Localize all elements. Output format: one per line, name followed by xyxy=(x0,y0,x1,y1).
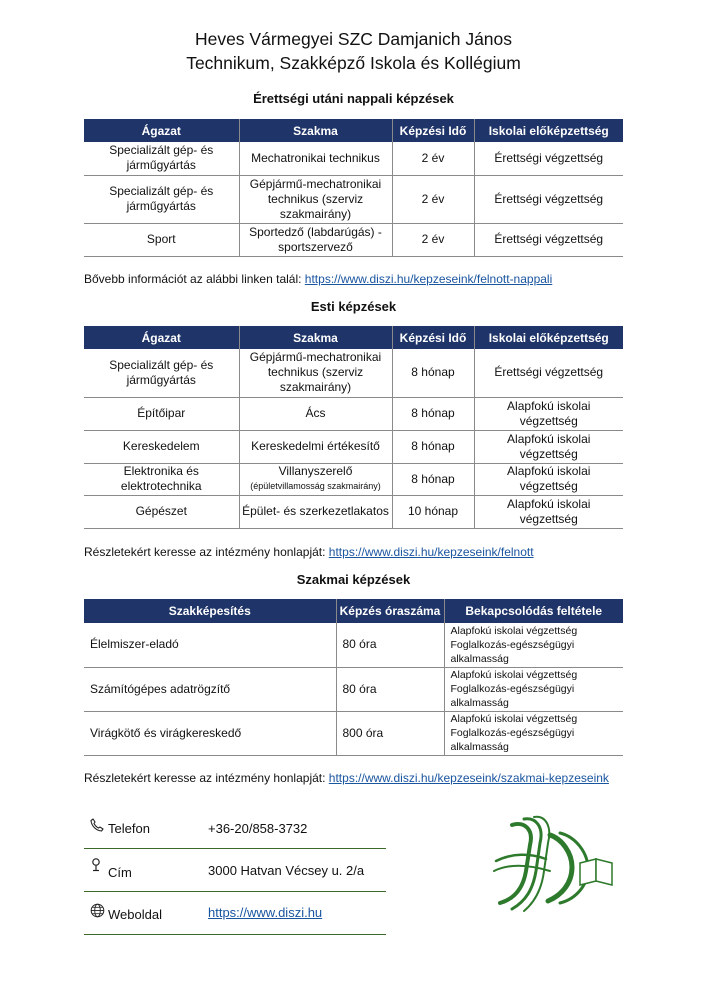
cell-requirements xyxy=(444,667,623,711)
column-header: Szakma xyxy=(239,326,392,349)
cell-agazat xyxy=(84,142,239,175)
cell-szakma xyxy=(239,142,392,175)
cell-line: Alapfokú iskolai xyxy=(507,431,591,446)
day-more-info xyxy=(84,272,552,286)
table-row xyxy=(84,175,623,223)
cell-line: alkalmasság xyxy=(450,652,509,665)
cell-elokepzettseg xyxy=(474,349,623,397)
cell-line: Érettségi végzettség xyxy=(494,191,604,206)
phone-icon xyxy=(90,818,104,837)
address-value: 3000 Hatvan Vécsey u. 2/a xyxy=(208,863,365,878)
table-row xyxy=(84,463,623,495)
vocational-more-link[interactable]: https://www.diszi.hu/kepzeseink/szakmai-kepzeseink xyxy=(328,771,609,785)
cell-line: technikus (szerviz xyxy=(267,365,364,380)
cell-ido: 8 hónap xyxy=(392,349,474,397)
more-info-text: Bővebb információt az alábbi linken talál: xyxy=(84,272,305,286)
cell-line: végzettség xyxy=(519,413,578,428)
vocational-section-title: Szakmai képzések xyxy=(296,572,411,587)
column-header: Ágazat xyxy=(84,119,239,142)
cell-line: technikus (szerviz xyxy=(267,191,364,206)
cell-line: Kereskedelmi értékesítő xyxy=(251,439,380,453)
cell-line: járműgyártás xyxy=(126,372,196,387)
cell-szakma xyxy=(239,430,392,463)
cell-elokepzettseg xyxy=(474,223,623,256)
evening-programs-table xyxy=(84,326,623,529)
column-header: Képzési Idő xyxy=(392,119,474,142)
cell-ido: 8 hónap xyxy=(392,397,474,430)
cell-ido: 2 év xyxy=(392,223,474,256)
cell-line: Villanyszerelő xyxy=(278,464,353,478)
cell-agazat xyxy=(84,463,239,495)
cell-line: végzettség xyxy=(519,479,578,493)
cell-line: Érettségi végzettség xyxy=(494,365,604,380)
cell-line: Érettségi végzettség xyxy=(494,150,604,165)
cell-line: Foglalkozás-egészségügyi xyxy=(450,638,575,651)
table-row xyxy=(84,430,623,463)
evening-section-title: Esti képzések xyxy=(310,299,397,314)
evening-more-info xyxy=(84,545,534,559)
table-row xyxy=(84,711,623,755)
cell-line: Alapfokú iskolai végzettség xyxy=(450,713,578,725)
cell-agazat xyxy=(84,430,239,463)
cell-line: Gépjármű-mechatronikai xyxy=(249,176,382,191)
column-header: Szakma xyxy=(239,119,392,142)
cell-agazat xyxy=(84,349,239,397)
more-info-text: Részletekért keresse az intézmény honlapját: xyxy=(84,545,329,559)
more-info-text: Részletekért keresse az intézmény honlapját: xyxy=(84,771,329,785)
table-row xyxy=(84,223,623,256)
cell-agazat xyxy=(84,495,239,528)
cell-line: sportszervező xyxy=(278,239,353,254)
cell-elokepzettseg xyxy=(474,175,623,223)
table-row xyxy=(84,397,623,430)
cell-ido: 10 hónap xyxy=(392,495,474,528)
vocational-more-info xyxy=(84,771,609,785)
cell-ido: 8 hónap xyxy=(392,430,474,463)
cell-szakma xyxy=(239,495,392,528)
cell-szakma xyxy=(239,463,392,495)
globe-icon xyxy=(90,903,105,923)
location-pin-icon xyxy=(90,857,102,878)
cell-requirements xyxy=(444,623,623,667)
cell-line: végzettség xyxy=(519,446,578,461)
cell-elokepzettseg xyxy=(474,495,623,528)
cell-hours: 800 óra xyxy=(336,711,444,755)
table-header-row xyxy=(84,326,623,349)
document-title xyxy=(0,27,707,75)
cell-line: Kereskedelem xyxy=(122,439,200,453)
column-header: Ágazat xyxy=(84,326,239,349)
cell-line: Érettségi végzettség xyxy=(494,232,604,246)
evening-more-link[interactable]: https://www.diszi.hu/kepzeseink/felnott xyxy=(328,545,534,559)
web-label: Weboldal xyxy=(108,907,162,922)
cell-elokepzettseg xyxy=(474,463,623,495)
contact-phone-row xyxy=(84,806,386,849)
cell-ido: 2 év xyxy=(392,175,474,223)
table-row xyxy=(84,495,623,528)
title-line-2: Technikum, Szakképző Iskola és Kollégium xyxy=(186,53,521,73)
cell-elokepzettseg xyxy=(474,430,623,463)
table-header-row xyxy=(84,599,623,623)
day-more-link[interactable]: https://www.diszi.hu/kepzeseink/felnott-nappali xyxy=(304,272,553,286)
cell-line: Alapfokú iskolai végzettség xyxy=(450,624,578,637)
table-row xyxy=(84,349,623,397)
cell-line: Elektronika és xyxy=(123,464,199,478)
cell-szakma xyxy=(239,175,392,223)
column-header: Iskolai előképzettség xyxy=(474,326,623,349)
cell-note: (épületvillamosság szakmairány) xyxy=(250,481,381,491)
cell-line: Ács xyxy=(305,406,326,420)
cell-requirements xyxy=(444,711,623,755)
table-row xyxy=(84,667,623,711)
cell-line: Specializált gép- és xyxy=(109,143,214,158)
cell-line: Mechatronikai technikus xyxy=(251,150,380,165)
cell-ido: 2 év xyxy=(392,142,474,175)
cell-name: Virágkötő és virágkereskedő xyxy=(84,711,336,755)
cell-line: szakmairány) xyxy=(279,380,352,395)
cell-line: Épület- és szerkezetlakatos xyxy=(242,504,389,518)
cell-line: Építőipar xyxy=(137,406,186,420)
column-header: Szakképesítés xyxy=(84,599,336,623)
cell-line: Alapfokú iskolai xyxy=(507,496,591,511)
cell-agazat xyxy=(84,175,239,223)
cell-ido: 8 hónap xyxy=(392,463,474,495)
address-label: Cím xyxy=(108,865,132,880)
cell-szakma xyxy=(239,397,392,430)
cell-elokepzettseg xyxy=(474,397,623,430)
cell-name: Élelmiszer-eladó xyxy=(84,623,336,667)
contact-address-row xyxy=(84,849,386,892)
cell-hours: 80 óra xyxy=(336,667,444,711)
cell-hours: 80 óra xyxy=(336,623,444,667)
cell-line: Sport xyxy=(146,232,176,246)
cell-line: Gépészet xyxy=(135,504,187,518)
phone-label: Telefon xyxy=(108,821,150,836)
cell-line: Alapfokú iskolai xyxy=(507,464,591,478)
cell-line: alkalmasság xyxy=(450,697,509,709)
table-row xyxy=(84,142,623,175)
day-programs-table xyxy=(84,119,623,257)
cell-line: Foglalkozás-egészségügyi xyxy=(450,683,575,695)
cell-line: járműgyártás xyxy=(126,158,196,173)
phone-value: +36-20/858-3732 xyxy=(208,821,308,836)
cell-elokepzettseg xyxy=(474,142,623,175)
column-header: Bekapcsolódás feltétele xyxy=(444,599,623,623)
column-header: Képzés óraszáma xyxy=(336,599,444,623)
cell-line: alkalmasság xyxy=(450,741,509,753)
cell-line: Alapfokú iskolai végzettség xyxy=(450,669,578,681)
cell-line: Specializált gép- és xyxy=(109,357,214,372)
cell-szakma xyxy=(239,223,392,256)
title-line-1: Heves Vármegyei SZC Damjanich János xyxy=(194,29,513,49)
web-link[interactable]: https://www.diszi.hu xyxy=(208,905,323,920)
vocational-table xyxy=(84,599,623,756)
school-logo xyxy=(490,815,620,915)
cell-line: Sportedző (labdarúgás) - xyxy=(249,224,382,239)
table-row xyxy=(84,623,623,667)
cell-line: Specializált gép- és xyxy=(109,184,214,198)
cell-line: elektrotechnika xyxy=(120,479,202,493)
cell-line: Gépjármű-mechatronikai xyxy=(249,350,382,365)
cell-line: járműgyártás xyxy=(126,199,196,213)
day-section-title: Érettségi utáni nappali képzések xyxy=(253,91,454,106)
cell-agazat xyxy=(84,397,239,430)
cell-szakma xyxy=(239,349,392,397)
contact-web-row xyxy=(84,892,386,935)
cell-name: Számítógépes adatrögzítő xyxy=(84,667,336,711)
cell-agazat xyxy=(84,223,239,256)
cell-line: Foglalkozás-egészségügyi xyxy=(450,727,575,739)
column-header: Képzési Idő xyxy=(392,326,474,349)
cell-line: Alapfokú iskolai xyxy=(507,398,591,413)
table-header-row xyxy=(84,119,623,142)
cell-line: végzettség xyxy=(519,511,578,526)
column-header: Iskolai előképzettség xyxy=(474,119,623,142)
cell-line: szakmairány) xyxy=(279,206,352,221)
